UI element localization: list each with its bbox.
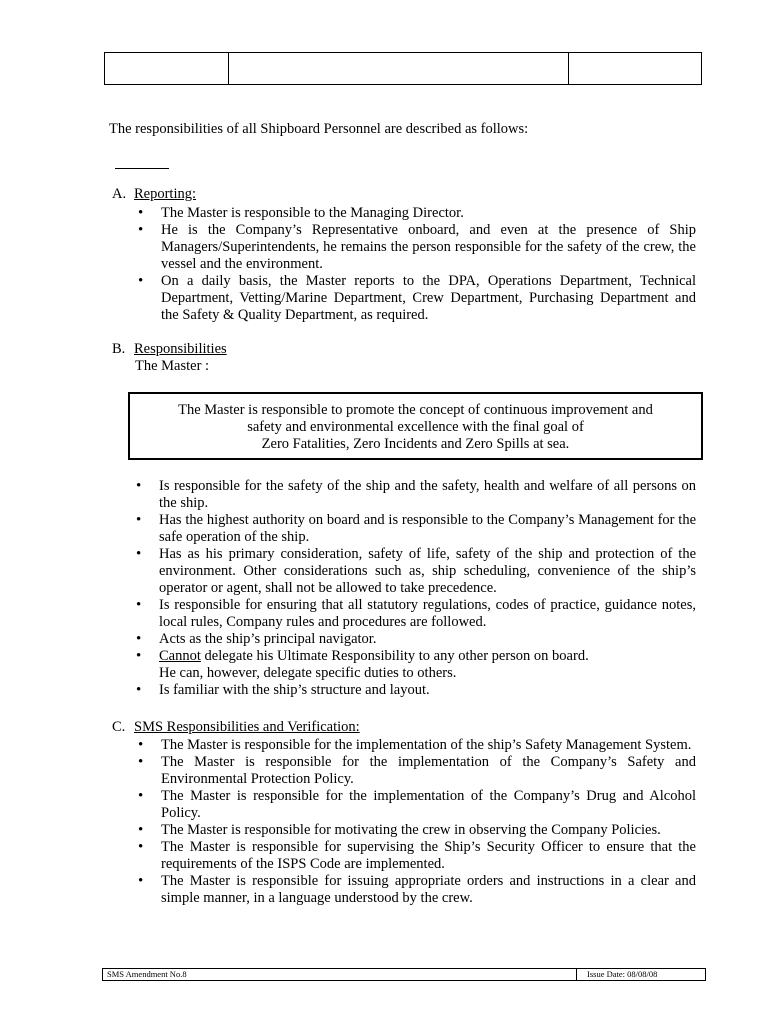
list-item: • On a daily basis, the Master reports to the DPA, Operations Department, Technical Department, Vetting/Marine Department, Crew Department, Purchasing Department and the Safety & Quality Department, as required. <box>135 273 696 324</box>
section-c-letter: C. <box>112 719 126 735</box>
list-item: • The Master is responsible for the implementation of the Company’s Drug and Alcohol Policy. <box>135 788 696 822</box>
section-a-list <box>135 205 696 324</box>
footer-amendment: SMS Amendment No.8 <box>103 969 577 980</box>
intro-text: The responsibilities of all Shipboard Personnel are described as follows: <box>109 121 529 137</box>
goal-box <box>128 392 703 460</box>
list-item: • Has the highest authority on board and is responsible to the Company’s Management for the safe operation of the ship. <box>133 512 696 546</box>
cannot-line-2: He can, however, delegate specific duties to others. <box>159 665 457 681</box>
section-b-list <box>133 478 696 699</box>
header-cell-3 <box>569 53 701 84</box>
list-item: • The Master is responsible for the implementation of the Company’s Safety and Environmental Protection Policy. <box>135 754 696 788</box>
list-item: • Has as his primary consideration, safety of life, safety of the ship and protection of the environment. Other considerations such as, ship scheduling, convenience of the ship’s operator or agent, shall not be allowed to take precedence. <box>133 546 696 597</box>
header-cell-2 <box>229 53 569 84</box>
list-item: • He is the Company’s Representative onboard, and even at the presence of Ship Managers/Superintendents, he remains the person responsible for the safety of the crew, the vessel and the environment. <box>135 222 696 273</box>
list-item: • The Master is responsible for motivating the crew in observing the Company Policies. <box>135 822 696 839</box>
list-item: • Is responsible for ensuring that all statutory regulations, codes of practice, guidance notes, local rules, Company rules and procedures are followed. <box>133 597 696 631</box>
header-cell-1 <box>105 53 229 84</box>
goal-line-3: Zero Fatalities, Zero Incidents and Zero Spills at sea. <box>261 436 570 452</box>
cannot-rest: delegate his Ultimate Responsibility to any other person on board. <box>200 648 589 664</box>
section-c-heading <box>112 719 360 736</box>
list-item <box>133 648 696 682</box>
section-c-list <box>135 737 696 907</box>
section-b-subtitle: The Master : <box>135 358 210 374</box>
list-item: • Acts as the ship’s principal navigator. <box>133 631 696 648</box>
list-item: • The Master is responsible for the implementation of the ship’s Safety Management System. <box>135 737 696 754</box>
section-b-title: Responsibilities <box>134 341 227 357</box>
list-item: • The Master is responsible for supervising the Ship’s Security Officer to ensure that the requirements of the ISPS Code are implemented. <box>135 839 696 873</box>
section-a-title: Reporting: <box>134 186 197 202</box>
goal-line-2: safety and environmental excellence with the final goal of <box>247 419 584 435</box>
section-b-heading <box>112 341 227 358</box>
footer-issue-date: Issue Date: 08/08/08 <box>587 969 658 979</box>
section-a-letter: A. <box>112 186 127 202</box>
cannot-word: Cannot <box>159 648 201 664</box>
section-b-letter: B. <box>112 341 126 357</box>
list-item: • The Master is responsible for issuing appropriate orders and instructions in a clear and simple manner, in a language understood by the crew. <box>135 873 696 907</box>
section-c-title: SMS Responsibilities and Verification: <box>134 719 360 735</box>
footer <box>102 968 706 981</box>
list-item: • Is responsible for the safety of the ship and the safety, health and welfare of all persons on the ship. <box>133 478 696 512</box>
goal-line-1: The Master is responsible to promote the concept of continuous improvement and <box>178 402 653 418</box>
header-table <box>104 52 702 85</box>
divider <box>115 168 169 169</box>
list-item: • Is familiar with the ship’s structure and layout. <box>133 682 696 699</box>
section-a-heading <box>112 186 196 203</box>
list-item: • The Master is responsible to the Managing Director. <box>135 205 696 222</box>
